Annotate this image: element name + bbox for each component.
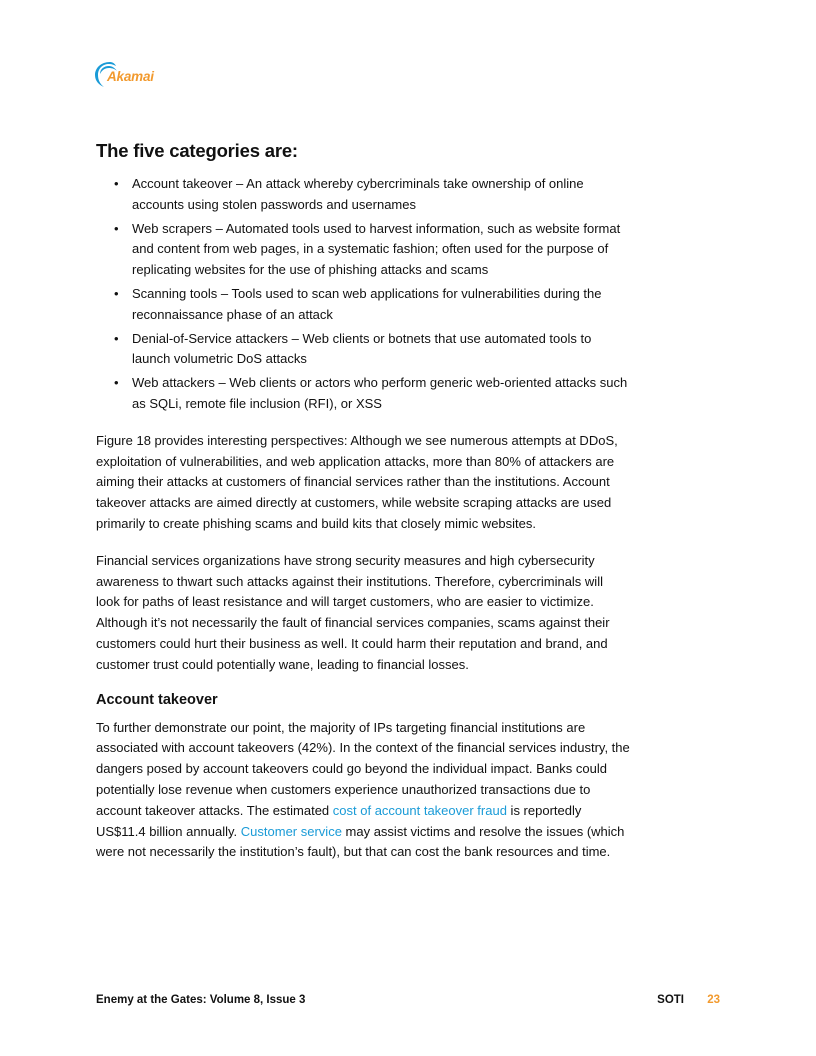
categories-list [96,174,630,415]
takeover-paragraph [96,718,630,864]
list-item [96,219,630,281]
footer-label: SOTI [657,994,684,1006]
paragraph-text: is reportedly US$11.4 billion annually. [96,802,582,839]
footer-title: Enemy at the Gates: Volume 8, Issue 3 [96,994,306,1006]
subsection-heading: Account takeover [96,691,218,708]
paragraph-text: To further demonstrate our point, the majority of IPs targeting financial institutions are associated with account takeovers (42%). In the context of the financial services industry, the dangers posed by account takeovers could go beyond the individual impact. Banks could potentially lose revenue when customers experience unauthorized transactions due to account takeover attacks. The estimated [96,719,630,818]
page-number: 23 [707,994,720,1006]
list-item-text: Account takeover – An attack whereby cybercriminals take ownership of online accounts using stolen passwords and usernames [132,176,584,212]
logo-wordmark: Akamai [107,69,154,84]
list-item [96,373,630,415]
cost-of-fraud-link[interactable]: cost of account takeover fraud [332,802,507,818]
bullet-icon: • [114,375,119,391]
list-item-text: Denial-of-Service attackers – Web clients or botnets that use automated tools to launch volumetric DoS attacks [132,330,592,367]
list-item [96,174,630,216]
body-paragraph: Figure 18 provides interesting perspectives: Although we see numerous attempts at DDoS, exploitation of vulnerabilities, and web application attacks, more than 80% of attackers are aiming their attacks at customers of financial services rather than the institutions. Account takeover attacks are aimed directly at customers, while website scraping attacks are used primarily to create phishing scams and build kits that closely mimic websites. [96,432,618,531]
list-item-text: Web attackers – Web clients or actors who perform generic web-oriented attacks such as SQLi, remote file inclusion (RFI), or XSS [132,375,628,411]
customer-service-link[interactable]: Customer service [240,823,342,839]
body-paragraph: Financial services organizations have strong security measures and high cybersecurity awareness to thwart such attacks against their institutions. Therefore, cybercriminals will look for paths of least resistance and will target customers, who are easier to victimize. Although it’s not necessarily the fault of financial services companies, scams against their customers could hurt their business as well. It could harm their reputation and brand, and customer trust could potentially wane, leading to financial losses. [96,552,610,672]
section-heading: The five categories are: [96,140,298,161]
akamai-logo [94,60,184,88]
bullet-icon: • [114,220,119,236]
main-content [96,140,630,879]
list-item [96,329,630,371]
bullet-icon: • [114,330,119,346]
bullet-icon: • [114,176,119,191]
list-item-text: Scanning tools – Tools used to scan web applications for vulnerabilities during the reconnaissance phase of an attack [132,285,602,322]
list-item-text: Web scrapers – Automated tools used to harvest information, such as website format and content from web pages, in a systematic fashion; often used for the purpose of replicating websites for the use of phishing attacks and scams [132,220,621,278]
paragraph-text: may assist victims and resolve the issues (which were not necessarily the institution’s fault), but that can cost the bank resources and time. [96,823,625,860]
bullet-icon: • [114,285,119,301]
list-item [96,284,630,326]
